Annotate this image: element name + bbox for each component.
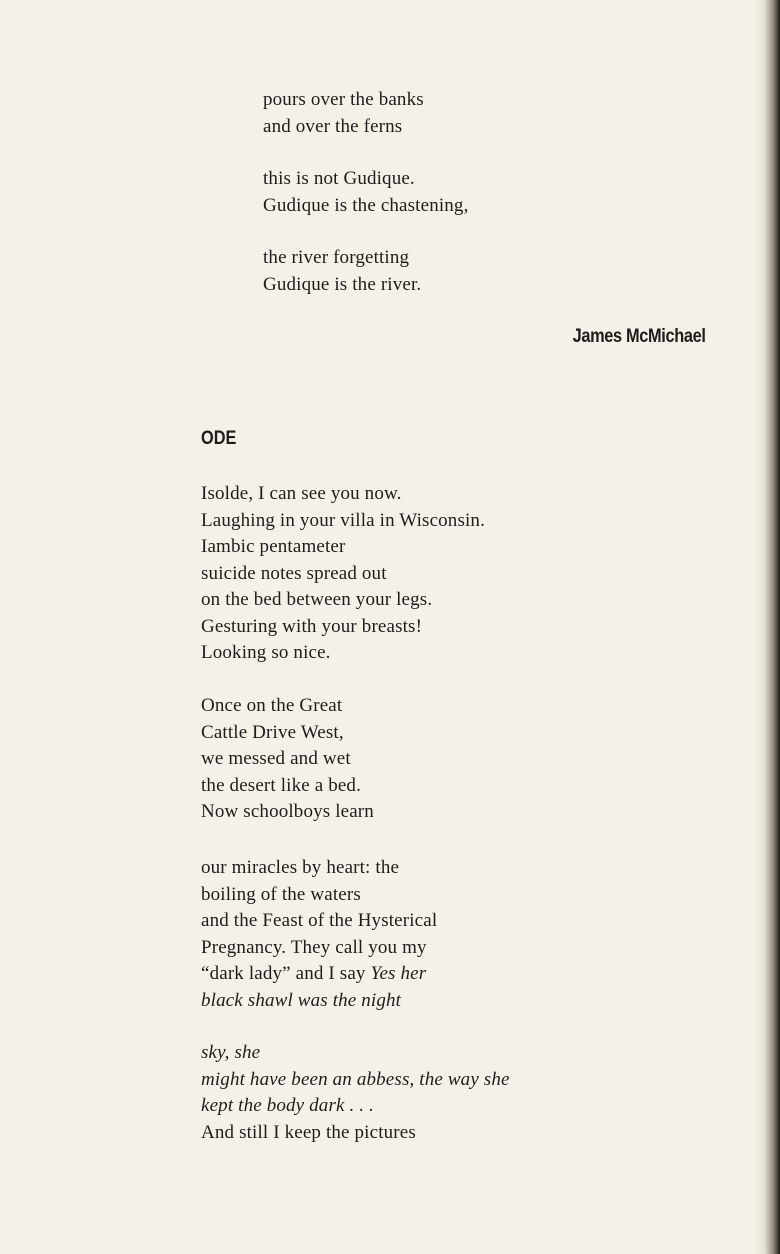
poem-line: might have been an abbess, the way she: [201, 1068, 510, 1090]
poem-line: kept the body dark . . .: [201, 1095, 374, 1116]
stanza: [263, 87, 424, 140]
poem-line: and the Feast of the Hysterical: [201, 910, 438, 931]
stanza: [201, 693, 374, 826]
poem-line: And still I keep the pictures: [201, 1121, 416, 1143]
poem-line: Gudique is the chastening,: [263, 194, 469, 216]
stanza: [201, 481, 485, 667]
poem-title: ODE: [201, 428, 237, 449]
poem-line: on the bed between your legs.: [201, 589, 433, 610]
stanza: [201, 1040, 510, 1146]
poem-line: sky, she: [201, 1042, 261, 1063]
poem-line: Isolde, I can see you now.: [201, 483, 402, 504]
poem-line: the river forgetting: [263, 247, 410, 268]
poem-line: Cattle Drive West,: [201, 721, 344, 743]
poem-line: Looking so nice.: [201, 642, 331, 663]
poem-line: boiling of the waters: [201, 883, 361, 905]
poem-line: we messed and wet: [201, 748, 351, 769]
poem-line: suicide notes spread out: [201, 562, 387, 584]
stanza: [201, 855, 437, 1014]
poem-line: Now schoolboys learn: [201, 801, 374, 822]
poem-line: Gudique is the river.: [263, 273, 422, 295]
poem-line: Laughing in your villa in Wisconsin.: [201, 509, 485, 531]
poem-line: our miracles by heart: the: [201, 857, 400, 878]
page-edge: [754, 0, 780, 1254]
stanza: [263, 166, 468, 219]
poem-line: pours over the banks: [263, 89, 424, 110]
poem-line: Pregnancy. They call you my: [201, 936, 427, 958]
poem-line-plain: “dark lady” and I say: [201, 963, 371, 984]
poem-line: the desert like a bed.: [201, 774, 361, 796]
poem-line: this is not Gudique.: [263, 168, 415, 189]
poem-line: Iambic pentameter: [201, 536, 346, 557]
poem-line: Once on the Great: [201, 695, 343, 716]
poem-line: and over the ferns: [263, 115, 403, 137]
poem-line: [201, 961, 437, 988]
author-name: James McMichael: [573, 326, 706, 347]
poem-line: black shawl was the night: [201, 989, 402, 1011]
stanza: [263, 245, 421, 298]
poem-line: Gesturing with your breasts!: [201, 615, 423, 637]
poem-line-italic: Yes her: [370, 963, 427, 984]
